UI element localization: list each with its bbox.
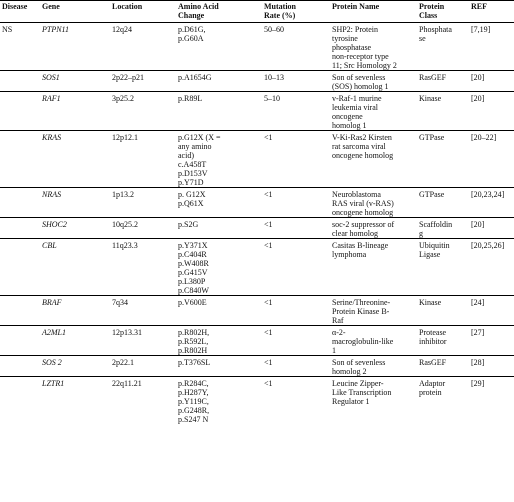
cell-amino-acid-change [174, 326, 260, 356]
cell-mutation-rate: <1 [260, 356, 328, 377]
cell-line: p.Q61X [178, 199, 204, 208]
cell-amino-acid-change [174, 239, 260, 296]
cell-mutation-rate: <1 [264, 379, 273, 388]
cell-line: p.R802H, [178, 328, 210, 337]
cell-line: p.W408R [178, 259, 209, 268]
cell-line: leukemia viral [332, 103, 378, 112]
cell-ref: [27] [467, 326, 514, 356]
cell-amino-acid-change [174, 71, 260, 92]
cell-line: v-Raf-1 murine [332, 94, 382, 103]
cell-gene: NRAS [38, 188, 108, 218]
cell-location: 22q11.21 [112, 379, 142, 388]
cell-gene: CBL [38, 239, 108, 296]
cell-mutation-rate: <1 [260, 296, 328, 326]
cell-line: RasGEF [419, 73, 447, 82]
cell-amino-acid-change [174, 23, 260, 71]
cell-location: 7q34 [108, 296, 174, 326]
cell-mutation-rate: <1 [260, 218, 328, 239]
header-line: Amino Acid [178, 2, 219, 11]
cell-protein-name [328, 218, 415, 239]
cell-line: homolog 2 [332, 367, 367, 376]
cell-disease [0, 296, 38, 326]
table-row [0, 23, 514, 71]
cell-line: Neuroblastoma [332, 190, 381, 199]
cell-ref: [20] [467, 218, 514, 239]
cell-protein-class [415, 326, 467, 356]
cell-amino-acid-change [174, 131, 260, 188]
cell-protein-name [328, 92, 415, 131]
cell-line: 1 [332, 346, 336, 355]
cell-mutation-rate: 50–60 [260, 23, 328, 71]
header-ref: REF [467, 1, 514, 23]
cell-line: RasGEF [419, 358, 447, 367]
cell-location: 12q24 [108, 23, 174, 71]
cell-line: V-Ki-Ras2 Kirsten [332, 133, 392, 142]
cell-ref: [20] [467, 92, 514, 131]
cell-amino-acid-change [174, 188, 260, 218]
table-row [0, 188, 514, 218]
cell-protein-name [328, 188, 415, 218]
cell-mutation-rate: 10–13 [260, 71, 328, 92]
cell-line: se [419, 34, 426, 43]
table-row [0, 296, 514, 326]
header-row [0, 1, 514, 23]
cell-mutation-rate: <1 [260, 188, 328, 218]
cell-line: oncogene homolog [332, 208, 394, 217]
cell-line: p.G12X (X = [178, 133, 221, 142]
cell-gene: KRAS [38, 131, 108, 188]
cell-line: Son of sevenless [332, 73, 386, 82]
cell-ref: [29] [471, 379, 485, 388]
cell-disease [0, 239, 38, 296]
cell-mutation-rate: 5–10 [260, 92, 328, 131]
cell-line: p.R802H [178, 346, 208, 355]
cell-disease [0, 131, 38, 188]
header-line: Class [419, 11, 438, 20]
cell-line: p.C840W [178, 286, 209, 295]
cell-amino-acid-change [174, 377, 260, 425]
cell-line: p.D153V [178, 169, 208, 178]
cell-gene: BRAF [38, 296, 108, 326]
cell-line: p.Y71D [178, 178, 204, 187]
cell-line: homolog 1 [332, 121, 367, 130]
cell-line: Leucine Zipper- [332, 379, 384, 388]
cell-ref: [20,23,24] [467, 188, 514, 218]
cell-line: Casitas B-lineage [332, 241, 389, 250]
cell-protein-name [328, 326, 415, 356]
cell-line: oncogene [332, 112, 363, 121]
cell-line: soc-2 suppressor of [332, 220, 395, 229]
cell-disease [0, 356, 38, 377]
cell-line: Like Transcription [332, 388, 392, 397]
cell-protein-class [415, 377, 467, 425]
cell-line: p.H287Y, [178, 388, 209, 397]
cell-line: p.G60A [178, 34, 204, 43]
cell-line: acid) [178, 151, 194, 160]
cell-line: inhibitor [419, 337, 447, 346]
cell-ref: [28] [467, 356, 514, 377]
cell-line: (SOS) homolog 1 [332, 82, 389, 91]
header-disease: Disease [0, 1, 38, 23]
cell-protein-class [415, 188, 467, 218]
cell-protein-class [415, 218, 467, 239]
cell-protein-class [415, 239, 467, 296]
cell-line: p.A1654G [178, 73, 212, 82]
cell-disease [0, 218, 38, 239]
cell-line: p.G415V [178, 268, 208, 277]
cell-location: 2p22–p21 [108, 71, 174, 92]
cell-ref: [20,25,26] [467, 239, 514, 296]
header-line: Change [178, 11, 205, 20]
cell-line: Serine/Threonine- [332, 298, 391, 307]
cell-line: α-2- [332, 328, 346, 337]
cell-line: RAS viral (v-RAS) [332, 199, 394, 208]
cell-ref: [24] [467, 296, 514, 326]
cell-line: rat sarcoma viral [332, 142, 386, 151]
cell-gene: LZTR1 [42, 379, 65, 388]
cell-line: any amino [178, 142, 212, 151]
cell-line: p.T376SL [178, 358, 211, 367]
cell-mutation-rate: <1 [260, 326, 328, 356]
cell-line: g [419, 229, 423, 238]
cell-amino-acid-change [174, 92, 260, 131]
cell-protein-class [415, 131, 467, 188]
cell-location: 10q25.2 [108, 218, 174, 239]
cell-disease [0, 377, 38, 425]
cell-line: Ligase [419, 250, 441, 259]
table-row [0, 356, 514, 377]
header-gene: Gene [38, 1, 108, 23]
table-row [0, 131, 514, 188]
cell-line: phosphatase [332, 43, 372, 52]
cell-line: p.V600E [178, 298, 207, 307]
header-line: Protein [419, 2, 445, 11]
cell-line: Kinase [419, 94, 442, 103]
header-protein-name: Protein Name [328, 1, 415, 23]
cell-line: Kinase [419, 298, 442, 307]
header-location: Location [108, 1, 174, 23]
cell-amino-acid-change [174, 218, 260, 239]
cell-line: macroglobulin-like [332, 337, 394, 346]
cell-disease [0, 92, 38, 131]
cell-mutation-rate: <1 [260, 131, 328, 188]
cell-protein-class [415, 296, 467, 326]
header-amino-acid-change [174, 1, 260, 23]
header-line: Rate (%) [264, 11, 296, 20]
table-row [0, 92, 514, 131]
cell-line: p.G248R, [178, 406, 210, 415]
header-protein-class [415, 1, 467, 23]
cell-protein-class [415, 92, 467, 131]
cell-gene: SHOC2 [38, 218, 108, 239]
cell-line: 11; Src Homology 2 [332, 61, 397, 70]
cell-disease [0, 326, 38, 356]
cell-line: oncogene homolog [332, 151, 394, 160]
cell-ref: [7,19] [467, 23, 514, 71]
cell-protein-name [328, 131, 415, 188]
table-row [0, 71, 514, 92]
cell-disease [0, 71, 38, 92]
cell-line: non-receptor type [332, 52, 389, 61]
cell-line: Phosphata [419, 25, 452, 34]
cell-line: Ubiquitin [419, 241, 450, 250]
cell-protein-class [415, 23, 467, 71]
cell-protein-name [328, 239, 415, 296]
cell-line: p.Y119C, [178, 397, 209, 406]
cell-location: 2p22.1 [108, 356, 174, 377]
cell-line: protein [419, 388, 442, 397]
cell-protein-class [415, 356, 467, 377]
cell-disease: NS [0, 23, 38, 71]
header-mutation-rate [260, 1, 328, 23]
cell-line: p.Y371X [178, 241, 208, 250]
table-row [0, 326, 514, 356]
cell-line: Raf [332, 316, 344, 325]
cell-protein-class [415, 71, 467, 92]
cell-protein-name [328, 296, 415, 326]
cell-line: GTPase [419, 190, 445, 199]
header-line: Mutation [264, 2, 296, 11]
cell-line: tyrosine [332, 34, 358, 43]
cell-line: GTPase [419, 133, 445, 142]
cell-line: lymphoma [332, 250, 367, 259]
cell-location: 11q23.3 [108, 239, 174, 296]
cell-disease [0, 188, 38, 218]
cell-protein-name [328, 71, 415, 92]
cell-line: p.C404R [178, 250, 207, 259]
cell-location: 12p12.1 [108, 131, 174, 188]
cell-line: p.S247 N [178, 415, 209, 424]
cell-line: Son of sevenless [332, 358, 386, 367]
cell-gene: SOS 2 [38, 356, 108, 377]
cell-mutation-rate: <1 [260, 239, 328, 296]
cell-gene: PTPN11 [38, 23, 108, 71]
cell-line: p.L380P [178, 277, 206, 286]
cell-protein-name [328, 23, 415, 71]
cell-protein-name [328, 377, 415, 425]
cell-line: Protease [419, 328, 447, 337]
table-row [0, 239, 514, 296]
cell-line: Scaffoldin [419, 220, 453, 229]
cell-location: 3p25.2 [108, 92, 174, 131]
table-row [0, 218, 514, 239]
cell-line: c.A458T [178, 160, 207, 169]
cell-gene: SOS1 [38, 71, 108, 92]
cell-location: 12p13.31 [108, 326, 174, 356]
cell-line: clear homolog [332, 229, 378, 238]
cell-line: Adaptor [419, 379, 446, 388]
cell-line: p.R592L, [178, 337, 209, 346]
cell-location: 1p13.2 [108, 188, 174, 218]
cell-protein-name [328, 356, 415, 377]
cell-line: p.D61G, [178, 25, 206, 34]
table-body [0, 23, 514, 425]
cell-line: p.R89L [178, 94, 203, 103]
cell-line: Regulator 1 [332, 397, 370, 406]
cell-amino-acid-change [174, 356, 260, 377]
cell-line: Protein Kinase B- [332, 307, 390, 316]
cell-line: p.S2G [178, 220, 199, 229]
cell-ref: [20–22] [467, 131, 514, 188]
cell-gene: A2ML1 [38, 326, 108, 356]
cell-ref: [20] [467, 71, 514, 92]
cell-amino-acid-change [174, 296, 260, 326]
cell-line: p.R284C, [178, 379, 209, 388]
cell-line: SHP2: Protein [332, 25, 379, 34]
table-row [0, 377, 514, 425]
cell-gene: RAF1 [38, 92, 108, 131]
cell-line: p. G12X [178, 190, 206, 199]
